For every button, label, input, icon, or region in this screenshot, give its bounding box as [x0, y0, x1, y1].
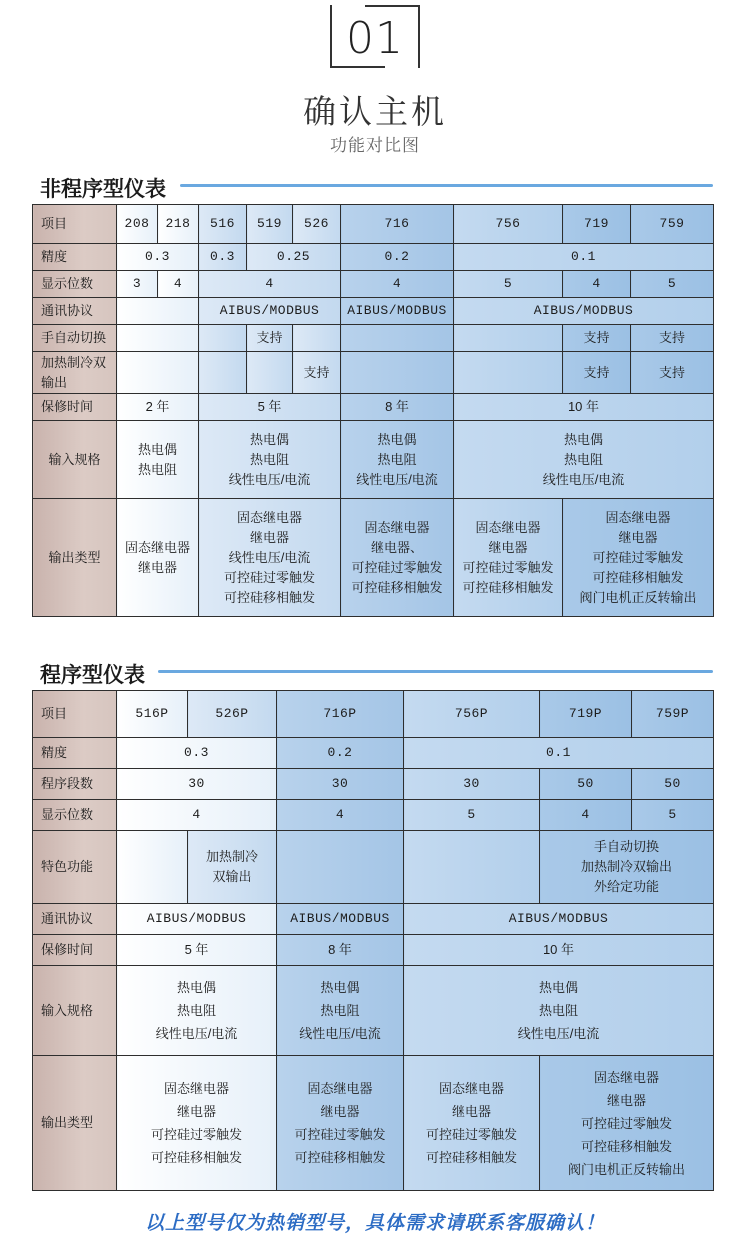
output-line: 可控硅过零触发 [294, 1127, 386, 1142]
output-cell [404, 1056, 540, 1191]
row-label-line: 输出 [41, 374, 68, 390]
model-cell: 716P [277, 691, 404, 738]
row-label-digits: 显示位数 [33, 271, 117, 298]
table-row [33, 691, 714, 738]
row-label-precision: 精度 [33, 738, 117, 769]
row-label-manual-auto: 手自动切换 [33, 325, 117, 352]
non-program-comparison-table [32, 204, 714, 617]
table-row [33, 421, 714, 499]
empty-cell [199, 352, 247, 394]
row-label-segments: 程序段数 [33, 769, 117, 800]
empty-cell [117, 352, 199, 394]
input-line: 线性电压/电流 [155, 1026, 238, 1041]
segments-cell: 50 [540, 769, 632, 800]
output-line: 可控硅移相触发 [150, 1150, 242, 1165]
input-line: 热电偶 [377, 431, 417, 447]
output-line: 可控硅移相触发 [580, 1138, 672, 1154]
row-label-precision: 精度 [33, 244, 117, 271]
model-cell: 208 [117, 205, 158, 244]
output-line: 固态继电器 [163, 1081, 229, 1096]
empty-cell [117, 831, 188, 904]
support-cell: 支持 [293, 352, 341, 394]
digits-cell: 3 [117, 271, 158, 298]
output-line: 可控硅移相触发 [425, 1150, 517, 1165]
input-line: 线性电压/电流 [299, 1026, 381, 1041]
output-cell [563, 499, 714, 617]
input-cell [341, 421, 454, 499]
digits-cell: 4 [158, 271, 199, 298]
output-line: 继电器 [488, 539, 528, 555]
output-line: 可控硅过零触发 [425, 1127, 517, 1142]
empty-cell [341, 352, 454, 394]
input-line: 热电阻 [176, 1003, 216, 1018]
empty-cell [454, 325, 563, 352]
output-cell [199, 499, 341, 617]
input-line: 热电阻 [563, 451, 603, 467]
output-line: 可控硅过零触发 [592, 549, 684, 565]
feature-cell [540, 831, 714, 904]
model-cell: 218 [158, 205, 199, 244]
input-line: 线性电压/电流 [542, 471, 625, 487]
input-cell [117, 966, 277, 1056]
support-cell: 支持 [563, 325, 631, 352]
program-comparison-table [32, 690, 714, 1191]
digits-cell: 5 [454, 271, 563, 298]
input-line: 线性电压/电流 [228, 471, 311, 487]
output-line: 可控硅过零触发 [580, 1115, 672, 1131]
model-cell: 719 [563, 205, 631, 244]
feature-line: 外给定功能 [593, 879, 659, 894]
input-line: 热电偶 [563, 431, 603, 447]
input-line: 热电偶 [176, 980, 216, 995]
table-row [33, 298, 714, 325]
row-label-output: 输出类型 [33, 499, 117, 617]
output-line: 可控硅过零触发 [150, 1127, 242, 1142]
feature-line: 双输出 [212, 869, 252, 884]
table-row [33, 831, 714, 904]
precision-cell: 0.3 [199, 244, 247, 271]
output-line: 固态继电器 [124, 539, 190, 555]
comm-cell: AIBUS/MODBUS [277, 904, 404, 935]
precision-cell: 0.1 [404, 738, 714, 769]
input-cell [454, 421, 714, 499]
segments-cell: 50 [632, 769, 714, 800]
precision-cell: 0.3 [117, 738, 277, 769]
output-line: 固态继电器 [236, 509, 302, 525]
page-subtitle: 功能对比图 [330, 136, 420, 155]
model-cell: 759P [632, 691, 714, 738]
table-row [33, 966, 714, 1056]
empty-cell [404, 831, 540, 904]
output-cell [117, 1056, 277, 1191]
output-line: 继电器 [618, 529, 658, 545]
empty-cell [454, 352, 563, 394]
input-line: 线性电压/电流 [517, 1026, 600, 1041]
input-line: 热电偶 [538, 980, 578, 995]
input-cell [117, 421, 199, 499]
table-row [33, 769, 714, 800]
output-line: 固态继电器 [307, 1081, 373, 1096]
row-label-input: 输入规格 [33, 966, 117, 1056]
input-cell [277, 966, 404, 1056]
comm-cell: AIBUS/MODBUS [404, 904, 714, 935]
model-cell: 516P [117, 691, 188, 738]
input-line: 热电阻 [377, 451, 417, 467]
output-cell [117, 499, 199, 617]
row-label-line: 加热制冷双 [41, 354, 107, 370]
model-cell: 526 [293, 205, 341, 244]
empty-cell [293, 325, 341, 352]
support-cell: 支持 [247, 325, 293, 352]
row-label-output: 输出类型 [33, 1056, 117, 1191]
empty-cell [199, 325, 247, 352]
row-label-comm: 通讯协议 [33, 298, 117, 325]
non-program-title-rule [180, 184, 713, 187]
input-line: 热电偶 [320, 980, 360, 995]
output-line: 固态继电器 [593, 1069, 659, 1085]
input-line: 热电阻 [249, 451, 289, 467]
output-line: 可控硅移相触发 [223, 589, 315, 605]
model-cell: 716 [341, 205, 454, 244]
digits-cell: 4 [563, 271, 631, 298]
model-cell: 719P [540, 691, 632, 738]
segments-cell: 30 [277, 769, 404, 800]
table-row [33, 738, 714, 769]
row-label-input: 输入规格 [33, 421, 117, 499]
empty-cell [247, 352, 293, 394]
input-cell [404, 966, 714, 1056]
output-cell [341, 499, 454, 617]
row-label-model: 项目 [33, 205, 117, 244]
warranty-cell: 8 年 [341, 394, 454, 421]
output-cell [277, 1056, 404, 1191]
table-row [33, 205, 714, 244]
output-line: 可控硅过零触发 [351, 559, 443, 575]
output-line: 继电器 [249, 529, 289, 545]
table-row [33, 935, 714, 966]
model-cell: 516 [199, 205, 247, 244]
output-line: 继电器 [137, 559, 177, 575]
output-line: 继电器 [320, 1104, 360, 1119]
comm-cell: AIBUS/MODBUS [454, 298, 714, 325]
program-section-title: 程序型仪表 [40, 664, 145, 687]
output-line: 可控硅移相触发 [351, 579, 443, 595]
output-line: 固态继电器 [364, 519, 430, 535]
table-row [33, 499, 714, 617]
warranty-cell: 10 年 [404, 935, 714, 966]
model-cell: 519 [247, 205, 293, 244]
table-row [33, 271, 714, 298]
segments-cell: 30 [117, 769, 277, 800]
footer-note: 以上型号仅为热销型号，具体需求请联系客服确认！ [144, 1213, 605, 1234]
digits-cell: 5 [632, 800, 714, 831]
segments-cell: 30 [404, 769, 540, 800]
support-cell: 支持 [631, 325, 714, 352]
input-line: 热电偶 [137, 441, 177, 457]
row-label-heat-cool [33, 352, 117, 394]
empty-cell [117, 298, 199, 325]
digits-cell: 4 [277, 800, 404, 831]
model-cell: 756P [404, 691, 540, 738]
page-title: 确认主机 [303, 93, 447, 130]
output-cell [454, 499, 563, 617]
output-line: 固态继电器 [605, 509, 671, 525]
empty-cell [341, 325, 454, 352]
table-row [33, 904, 714, 935]
output-line: 阀门电机正反转输出 [579, 589, 697, 605]
table-row [33, 800, 714, 831]
digits-cell: 4 [199, 271, 341, 298]
row-label-warranty: 保修时间 [33, 394, 117, 421]
feature-line: 加热制冷 [205, 849, 258, 864]
output-line: 可控硅过零触发 [462, 559, 554, 575]
table-row [33, 325, 714, 352]
comm-cell: AIBUS/MODBUS [341, 298, 454, 325]
input-line: 热电阻 [538, 1003, 578, 1018]
row-label-warranty: 保修时间 [33, 935, 117, 966]
output-line: 继电器 [176, 1104, 216, 1119]
precision-cell: 0.2 [277, 738, 404, 769]
program-title-rule [158, 670, 713, 673]
input-line: 热电阻 [320, 1003, 360, 1018]
warranty-cell: 10 年 [454, 394, 714, 421]
digits-cell: 5 [631, 271, 714, 298]
model-cell: 756 [454, 205, 563, 244]
comm-cell: AIBUS/MODBUS [199, 298, 341, 325]
table-row [33, 352, 714, 394]
section-number-frame [330, 5, 420, 70]
input-cell [199, 421, 341, 499]
output-line: 继电器 [606, 1092, 646, 1108]
row-label-comm: 通讯协议 [33, 904, 117, 935]
model-cell: 526P [188, 691, 277, 738]
digits-cell: 5 [404, 800, 540, 831]
output-line: 继电器 [451, 1104, 491, 1119]
input-line: 热电阻 [137, 461, 177, 477]
output-line: 固态继电器 [438, 1081, 504, 1096]
digits-cell: 4 [540, 800, 632, 831]
output-line: 可控硅过零触发 [223, 569, 315, 585]
output-cell [540, 1056, 714, 1191]
table-row [33, 1056, 714, 1191]
precision-cell: 0.2 [341, 244, 454, 271]
empty-cell [117, 325, 199, 352]
output-line: 可控硅移相触发 [592, 569, 684, 585]
feature-line: 手自动切换 [593, 839, 659, 854]
output-line: 可控硅移相触发 [294, 1150, 386, 1165]
row-label-model: 项目 [33, 691, 117, 738]
row-label-feature: 特色功能 [33, 831, 117, 904]
warranty-cell: 2 年 [117, 394, 199, 421]
support-cell: 支持 [563, 352, 631, 394]
digits-cell: 4 [117, 800, 277, 831]
model-cell: 759 [631, 205, 714, 244]
comm-cell: AIBUS/MODBUS [117, 904, 277, 935]
input-line: 热电偶 [249, 431, 289, 447]
feature-line: 加热制冷双输出 [580, 859, 672, 874]
row-label-digits: 显示位数 [33, 800, 117, 831]
warranty-cell: 5 年 [199, 394, 341, 421]
precision-cell: 0.25 [247, 244, 341, 271]
output-line: 阀门电机正反转输出 [567, 1161, 685, 1177]
output-line: 线性电压/电流 [228, 549, 311, 565]
warranty-cell: 8 年 [277, 935, 404, 966]
output-line: 继电器、 [370, 539, 423, 555]
empty-cell [277, 831, 404, 904]
digits-cell: 4 [341, 271, 454, 298]
support-cell: 支持 [631, 352, 714, 394]
output-line: 可控硅移相触发 [462, 579, 554, 595]
table-row [33, 394, 714, 421]
precision-cell: 0.1 [454, 244, 714, 271]
table-row [33, 244, 714, 271]
input-line: 线性电压/电流 [356, 471, 438, 487]
section-number: 01 [346, 13, 404, 64]
warranty-cell: 5 年 [117, 935, 277, 966]
precision-cell: 0.3 [117, 244, 199, 271]
feature-cell [188, 831, 277, 904]
non-program-section-title: 非程序型仪表 [40, 178, 166, 201]
output-line: 固态继电器 [475, 519, 541, 535]
